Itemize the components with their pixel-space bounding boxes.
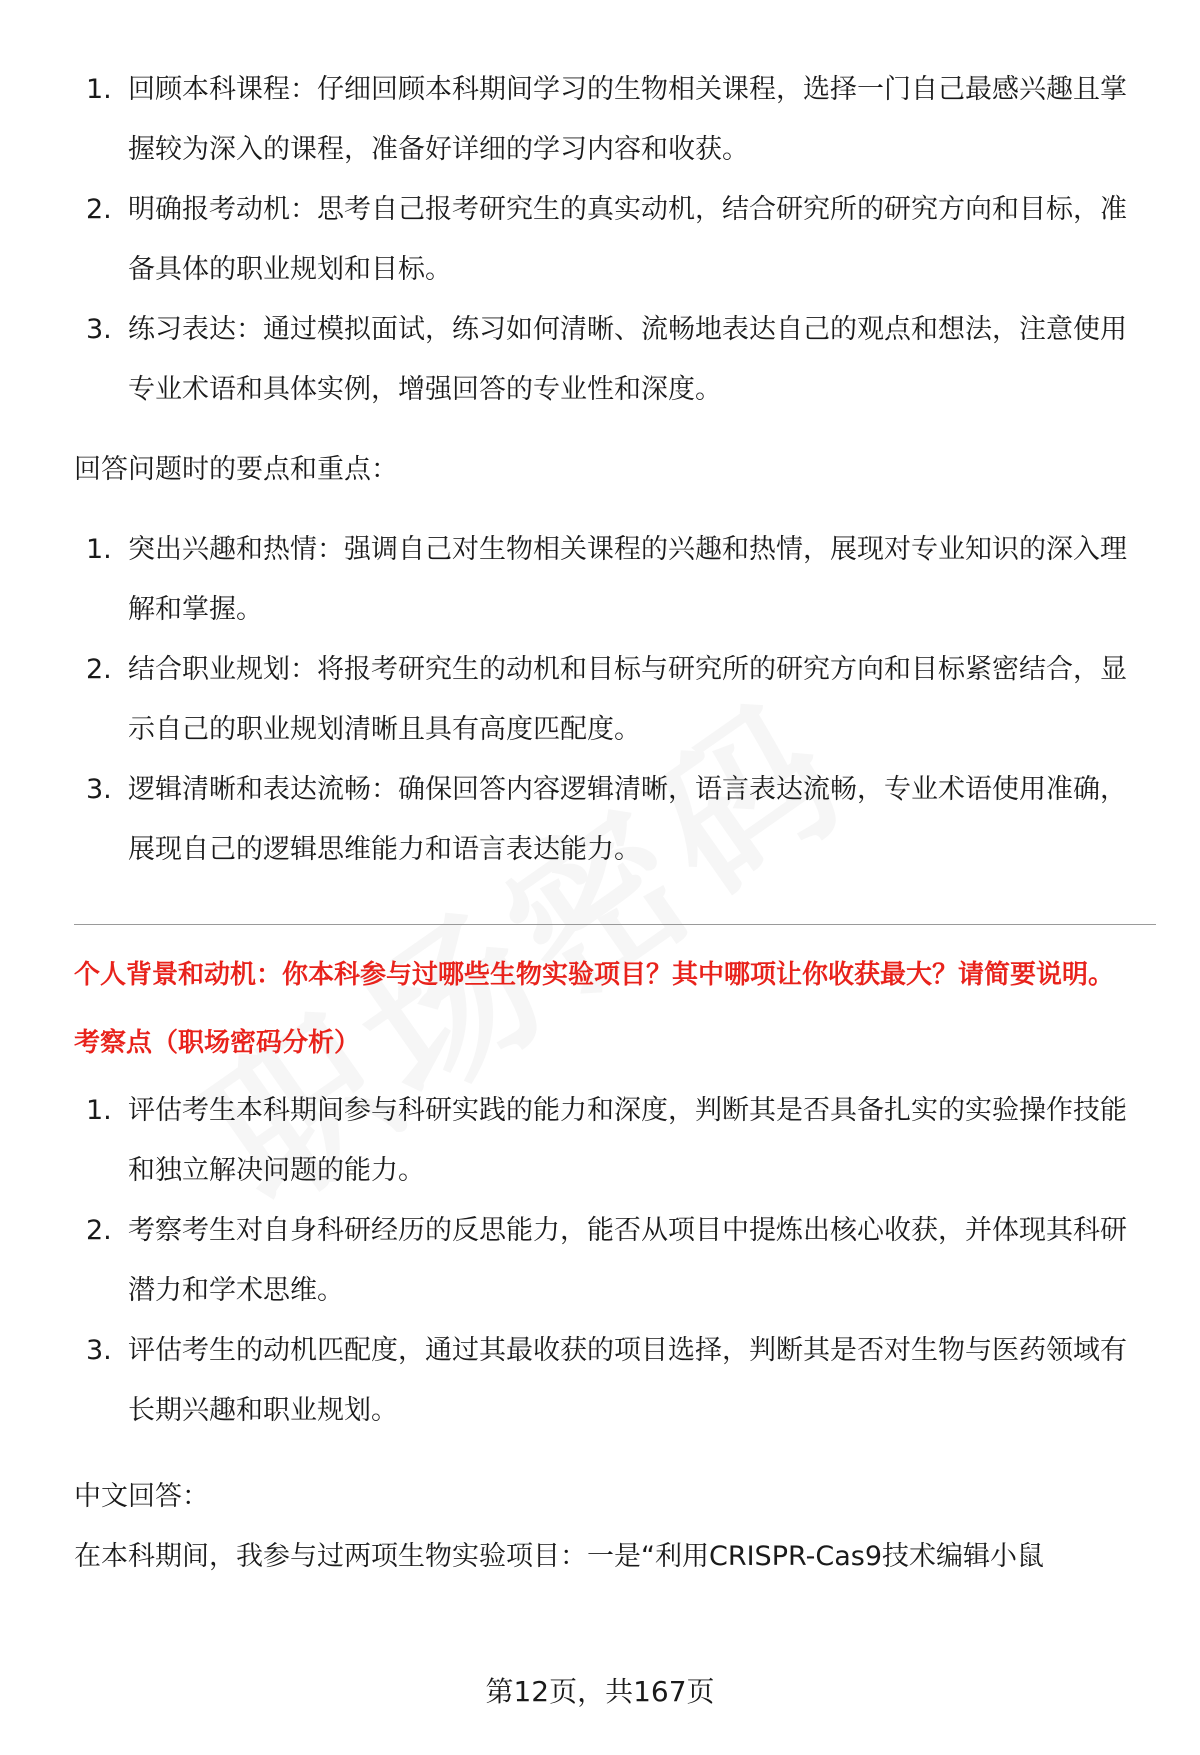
list-number: 2.	[86, 1215, 112, 1246]
list-number: 1.	[86, 1095, 112, 1126]
page-footer: 第12页，共167页	[485, 1675, 715, 1708]
list-item	[74, 180, 1144, 300]
list-text: 考察考生对自身科研经历的反思能力，能否从项目中提炼出核心收获，并体现其科研潜力和学术思维。	[128, 1215, 1127, 1306]
list-item	[74, 1321, 1144, 1441]
key-points-list	[74, 520, 1144, 880]
list-item	[74, 760, 1144, 880]
section-divider	[74, 924, 1156, 925]
list-number: 2.	[86, 654, 112, 685]
list-text: 评估考生本科期间参与科研实践的能力和深度，判断其是否具备扎实的实验操作技能和独立解决问题的能力。	[128, 1095, 1127, 1186]
list-number: 1.	[86, 534, 112, 565]
list-text: 逻辑清晰和表达流畅：确保回答内容逻辑清晰，语言表达流畅，专业术语使用准确，展现自己的逻辑思维能力和语言表达能力。	[128, 774, 1127, 865]
key-points-heading: 回答问题时的要点和重点：	[74, 454, 398, 485]
list-item	[74, 640, 1144, 760]
list-item	[74, 60, 1144, 180]
answer-label: 中文回答：	[74, 1481, 209, 1512]
list-text: 评估考生的动机匹配度，通过其最收获的项目选择，判断其是否对生物与医药领域有长期兴趣和职业规划。	[128, 1335, 1127, 1426]
list-text: 明确报考动机：思考自己报考研究生的真实动机，结合研究所的研究方向和目标，准备具体的职业规划和目标。	[128, 194, 1127, 285]
list-text: 突出兴趣和热情：强调自己对生物相关课程的兴趣和热情，展现对专业知识的深入理解和掌握。	[128, 534, 1127, 625]
exam-points-heading: 考察点（职场密码分析）	[74, 1028, 361, 1058]
document-page	[74, 60, 1144, 1587]
list-item	[74, 520, 1144, 640]
list-item	[74, 300, 1144, 420]
list-item	[74, 1081, 1144, 1201]
list-text: 练习表达：通过模拟面试，练习如何清晰、流畅地表达自己的观点和想法，注意使用专业术语和具体实例，增强回答的专业性和深度。	[128, 314, 1127, 405]
question-heading: 个人背景和动机：你本科参与过哪些生物实验项目？其中哪项让你收获最大？请简要说明。	[74, 960, 1115, 990]
list-number: 3.	[86, 774, 112, 805]
exam-points-list	[74, 1081, 1144, 1441]
list-number: 3.	[86, 314, 112, 345]
list-item	[74, 1201, 1144, 1321]
list-number: 1.	[86, 74, 112, 105]
list-text: 回顾本科课程：仔细回顾本科期间学习的生物相关课程，选择一门自己最感兴趣且掌握较为深入的课程，准备好详细的学习内容和收获。	[128, 74, 1127, 165]
list-number: 3.	[86, 1335, 112, 1366]
list-number: 2.	[86, 194, 112, 225]
list-text: 结合职业规划：将报考研究生的动机和目标与研究所的研究方向和目标紧密结合，显示自己的职业规划清晰且具有高度匹配度。	[128, 654, 1127, 745]
preparation-list	[74, 60, 1144, 420]
answer-text: 在本科期间，我参与过两项生物实验项目：一是“利用CRISPR-Cas9技术编辑小鼠	[74, 1541, 1045, 1572]
